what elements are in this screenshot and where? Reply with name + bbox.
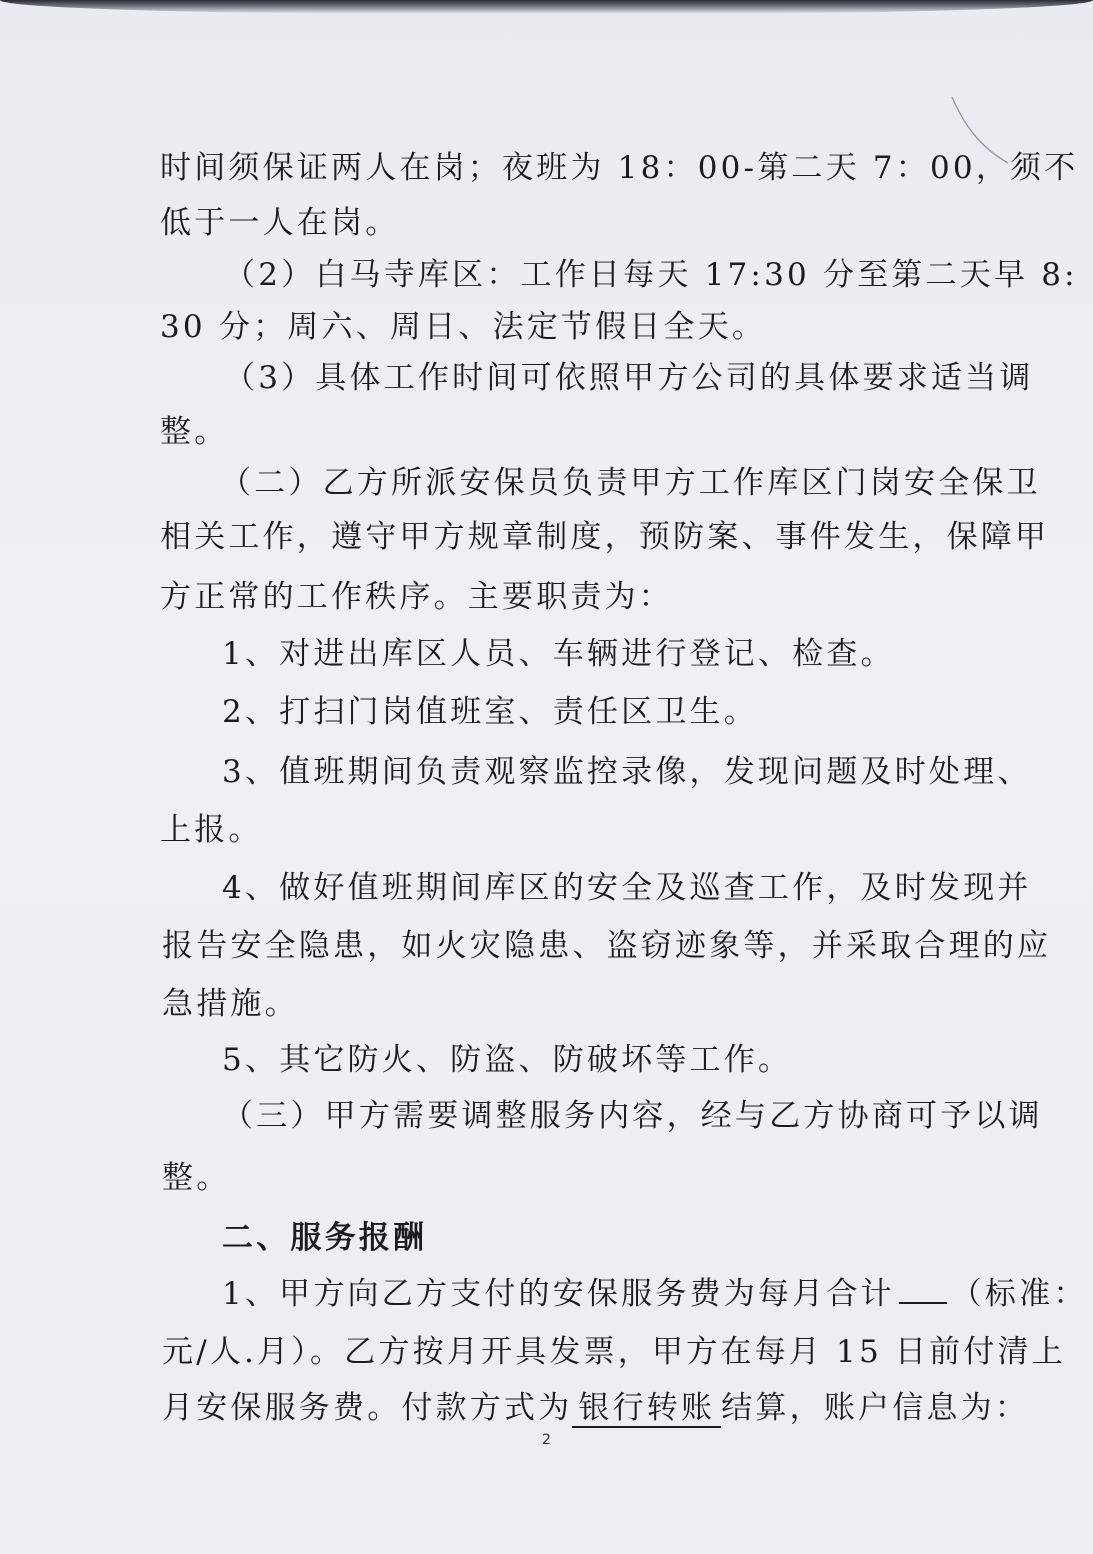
body-line: 30 分；周六、周日、法定节假日全天。	[160, 309, 767, 345]
body-line: 整。	[160, 414, 229, 450]
body-line: （三）甲方需要调整服务内容，经与乙方协商可予以调	[222, 1098, 1043, 1134]
payment-line-2: 元/人.月）。乙方按月开具发票，甲方在每月 15 日前付清上	[162, 1334, 1066, 1370]
body-line: （3）具体工作时间可依照甲方公司的具体要求适当调	[224, 360, 1034, 396]
body-line: 时间须保证两人在岗；夜班为 18：00-第二天 7：00，须不	[160, 150, 1079, 186]
payment-line-3	[162, 1388, 1029, 1428]
body-line: （二）乙方所派安保员负责甲方工作库区门岗安全保卫	[220, 465, 1041, 501]
payment-text: 结算，账户信息为：	[721, 1390, 1030, 1426]
section-heading: 二、服务报酬	[222, 1220, 428, 1256]
page-number: 2	[542, 1432, 551, 1448]
amount-blank	[899, 1274, 947, 1304]
body-line: 3、值班期间负责观察监控录像，发现问题及时处理、	[222, 754, 1032, 790]
payment-line-1	[222, 1274, 1088, 1314]
body-line: 相关工作，遵守甲方规章制度，预防案、事件发生，保障甲	[160, 519, 1050, 555]
body-line: 急措施。	[162, 986, 299, 1022]
body-line: 上报。	[160, 812, 263, 848]
body-line: 4、做好值班期间库区的安全及巡查工作，及时发现并	[222, 870, 1032, 906]
payment-text: （标准：	[950, 1276, 1088, 1312]
scan-edge-shadow	[0, 0, 1093, 14]
body-line: 5、其它防火、防盗、防破坏等工作。	[222, 1042, 793, 1078]
payment-text: 1、甲方向乙方支付的安保服务费为每月合计	[222, 1276, 895, 1312]
payment-method: 银行转账	[572, 1390, 721, 1428]
body-line: 方正常的工作秩序。主要职责为：	[160, 579, 673, 615]
body-line: 低于一人在岗。	[160, 205, 400, 241]
body-line: 2、打扫门岗值班室、责任区卫生。	[222, 694, 758, 730]
body-line: 报告安全隐患，如火灾隐患、盗窃迹象等，并采取合理的应	[162, 928, 1052, 964]
body-line: （2）白马寺库区：工作日每天 17:30 分至第二天早 8:	[224, 257, 1078, 293]
payment-text: 月安保服务费。付款方式为	[162, 1390, 573, 1426]
body-line: 整。	[162, 1160, 231, 1196]
body-line: 1、对进出库区人员、车辆进行登记、检查。	[222, 636, 895, 672]
